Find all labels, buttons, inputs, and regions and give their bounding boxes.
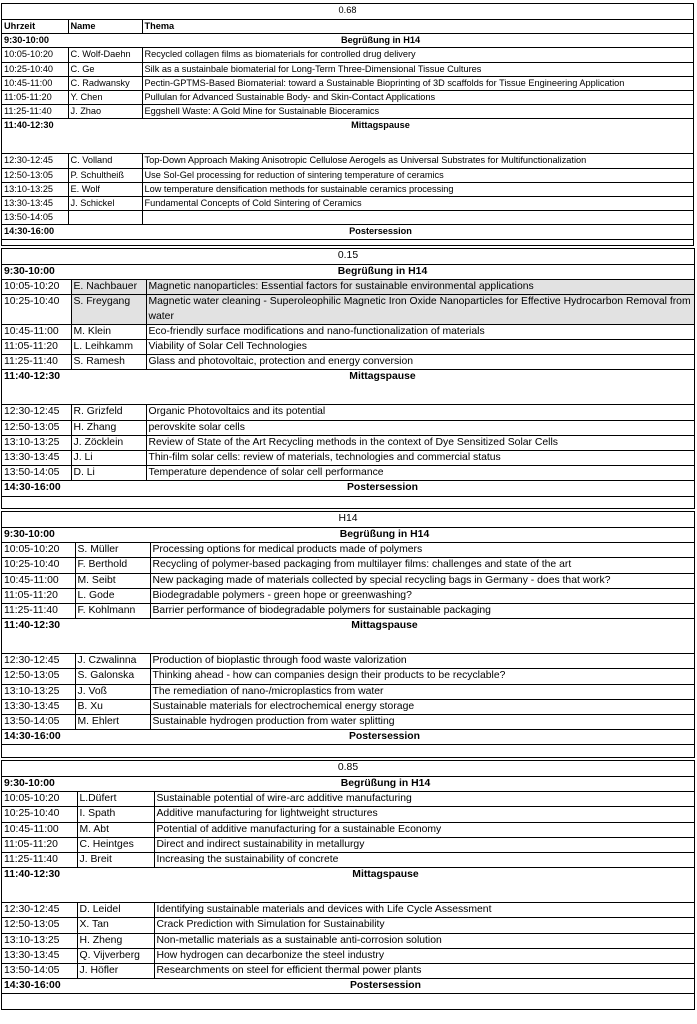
opening-label: Begrüßung in H14 <box>68 34 693 48</box>
lunch-time: 11:40-12:30 <box>2 119 68 154</box>
talk-row <box>2 715 694 730</box>
talk-topic: Top-Down Approach Making Anisotropic Cellulose Aerogels as Universal Substrates for Multifunctionalization <box>142 154 693 168</box>
talk-row <box>2 654 694 669</box>
poster-time: 14:30-16:00 <box>2 225 68 239</box>
talk-speaker: C. Volland <box>68 154 142 168</box>
header-time: Uhrzeit <box>2 20 68 34</box>
session-block-room-068 <box>1 3 694 246</box>
talk-row <box>2 211 693 225</box>
talk-row <box>2 355 694 370</box>
talk-topic: Recycled collagen films as biomaterials for controlled drug delivery <box>142 48 693 62</box>
talk-time: 12:30-12:45 <box>2 154 68 168</box>
talk-topic: Eco-friendly surface modifications and nano-functionalization of materials <box>146 324 694 339</box>
talk-time: 10:25-10:40 <box>2 62 68 76</box>
talk-topic: Magnetic nanoparticles: Essential factors for sustainable environmental applications <box>146 280 694 295</box>
talk-speaker: E. Nachbauer <box>71 280 146 295</box>
talk-time: 13:50-14:05 <box>2 211 68 225</box>
talk-topic: Fundamental Concepts of Cold Sintering of Ceramics <box>142 197 693 211</box>
schedule-table <box>2 249 694 497</box>
talk-topic: The remediation of nano-/microplastics from water <box>150 684 694 699</box>
talk-time: 10:25-10:40 <box>2 807 77 822</box>
talk-speaker: D. Li <box>71 466 146 481</box>
talk-topic: Use Sol-Gel processing for reduction of sintering temperature of ceramics <box>142 168 693 182</box>
talk-time: 12:50-13:05 <box>2 918 77 933</box>
talk-speaker: L. Gode <box>75 588 150 603</box>
lunch-time: 11:40-12:30 <box>2 868 77 903</box>
poster-label: Postersession <box>77 979 694 994</box>
talk-time: 13:30-13:45 <box>2 451 71 466</box>
poster-time: 14:30-16:00 <box>2 730 75 745</box>
talk-topic: Direct and indirect sustainability in metallurgy <box>154 837 694 852</box>
talk-row <box>2 154 693 168</box>
talk-speaker: M. Ehlert <box>75 715 150 730</box>
lunch-label: Mittagspause <box>75 619 694 654</box>
talk-speaker: I. Spath <box>77 807 154 822</box>
talk-topic: Sustainable materials for electrochemical energy storage <box>150 699 694 714</box>
talk-time: 10:05-10:20 <box>2 792 77 807</box>
talk-time: 10:45-11:00 <box>2 822 77 837</box>
talk-topic: Low temperature densification methods for sustainable ceramics processing <box>142 182 693 196</box>
talk-topic: Magnetic water cleaning - Superoleophilic Magnetic Iron Oxide Nanoparticles for Effective Hydrocarbon Removal from water <box>146 295 694 324</box>
talk-speaker: Y. Chen <box>68 91 142 105</box>
talk-speaker: J. Czwalinna <box>75 654 150 669</box>
talk-time: 13:10-13:25 <box>2 182 68 196</box>
opening-label: Begrüßung in H14 <box>75 528 694 543</box>
talk-topic: Thinking ahead - how can companies design their products to be recyclable? <box>150 669 694 684</box>
talk-time: 10:45-11:00 <box>2 324 71 339</box>
talk-speaker: M. Abt <box>77 822 154 837</box>
talk-time: 10:05-10:20 <box>2 48 68 62</box>
talk-topic: Potential of additive manufacturing for a sustainable Economy <box>154 822 694 837</box>
talk-time: 13:30-13:45 <box>2 948 77 963</box>
talk-row <box>2 964 694 979</box>
talk-topic: Organic Photovoltaics and its potential <box>146 405 694 420</box>
talk-time: 13:10-13:25 <box>2 435 71 450</box>
talk-speaker: S. Freygang <box>71 295 146 324</box>
talk-topic: How hydrogen can decarbonize the steel industry <box>154 948 694 963</box>
talk-speaker: S. Ramesh <box>71 355 146 370</box>
room-label: 0.15 <box>2 249 694 265</box>
talk-row <box>2 280 694 295</box>
talk-speaker: H. Zheng <box>77 933 154 948</box>
poster-label: Postersession <box>71 481 694 496</box>
talk-topic: Barrier performance of biodegradable polymers for sustainable packaging <box>150 604 694 619</box>
talk-time: 10:05-10:20 <box>2 543 75 558</box>
header-topic: Thema <box>142 20 693 34</box>
talk-topic: Viability of Solar Cell Technologies <box>146 340 694 355</box>
talk-row <box>2 543 694 558</box>
lunch-label: Mittagspause <box>77 868 694 903</box>
talk-speaker: H. Zhang <box>71 420 146 435</box>
talk-topic: Eggshell Waste: A Gold Mine for Sustainable Bioceramics <box>142 105 693 119</box>
talk-time: 10:05-10:20 <box>2 280 71 295</box>
talk-row <box>2 558 694 573</box>
opening-time: 9:30-10:00 <box>2 777 77 792</box>
talk-time: 12:30-12:45 <box>2 405 71 420</box>
talk-topic: Sustainable hydrogen production from water splitting <box>150 715 694 730</box>
talk-row <box>2 853 694 868</box>
talk-topic: Sustainable potential of wire-arc additive manufacturing <box>154 792 694 807</box>
talk-row <box>2 62 693 76</box>
talk-time: 13:50-14:05 <box>2 466 71 481</box>
talk-speaker: L. Leihkamm <box>71 340 146 355</box>
talk-topic: Recycling of polymer-based packaging from multilayer films: challenges and state of the art <box>150 558 694 573</box>
room-label: 0.85 <box>2 761 694 777</box>
talk-time: 10:45-11:00 <box>2 573 75 588</box>
talk-speaker: J. Schickel <box>68 197 142 211</box>
talk-row <box>2 168 693 182</box>
talk-row <box>2 405 694 420</box>
talk-speaker: S. Galonska <box>75 669 150 684</box>
talk-speaker: C. Heintges <box>77 837 154 852</box>
opening-time: 9:30-10:00 <box>2 265 71 280</box>
talk-topic: Increasing the sustainability of concrete <box>154 853 694 868</box>
opening-label: Begrüßung in H14 <box>71 265 694 280</box>
poster-label: Postersession <box>75 730 694 745</box>
poster-time: 14:30-16:00 <box>2 979 77 994</box>
talk-topic: Production of bioplastic through food waste valorization <box>150 654 694 669</box>
talk-row <box>2 918 694 933</box>
talk-speaker: J. Voß <box>75 684 150 699</box>
talk-time: 11:05-11:20 <box>2 588 75 603</box>
talk-speaker: R. Grizfeld <box>71 405 146 420</box>
talk-row <box>2 295 694 324</box>
talk-speaker: X. Tan <box>77 918 154 933</box>
talk-speaker <box>68 211 142 225</box>
talk-row <box>2 903 694 918</box>
opening-time: 9:30-10:00 <box>2 34 68 48</box>
talk-topic: Glass and photovoltaic, protection and energy conversion <box>146 355 694 370</box>
talk-topic: Thin-film solar cells: review of materials, technologies and commercial status <box>146 451 694 466</box>
talk-row <box>2 324 694 339</box>
talk-speaker: F. Kohlmann <box>75 604 150 619</box>
talk-speaker: B. Xu <box>75 699 150 714</box>
talk-time: 13:30-13:45 <box>2 699 75 714</box>
talk-time: 11:25-11:40 <box>2 105 68 119</box>
talk-topic: Researchments on steel for efficient thermal power plants <box>154 964 694 979</box>
talk-row <box>2 197 693 211</box>
talk-row <box>2 822 694 837</box>
talk-row <box>2 792 694 807</box>
talk-row <box>2 105 693 119</box>
talk-row <box>2 182 693 196</box>
talk-speaker: J. Li <box>71 451 146 466</box>
talk-topic: Pullulan for Advanced Sustainable Body- and Skin-Contact Applications <box>142 91 693 105</box>
talk-row <box>2 451 694 466</box>
talk-topic: Pectin-GPTMS-Based Biomaterial: toward a Sustainable Bioprinting of 3D scaffolds for Tissue Engineering Application <box>142 76 693 90</box>
talk-speaker: M. Klein <box>71 324 146 339</box>
poster-time: 14:30-16:00 <box>2 481 71 496</box>
talk-time: 11:25-11:40 <box>2 853 77 868</box>
talk-time: 11:05-11:20 <box>2 340 71 355</box>
talk-row <box>2 684 694 699</box>
talk-row <box>2 340 694 355</box>
lunch-label: Mittagspause <box>68 119 693 154</box>
header-name: Name <box>68 20 142 34</box>
talk-time: 13:50-14:05 <box>2 715 75 730</box>
talk-topic: Additive manufacturing for lightweight structures <box>154 807 694 822</box>
talk-speaker: M. Seibt <box>75 573 150 588</box>
talk-speaker: C. Ge <box>68 62 142 76</box>
lunch-label: Mittagspause <box>71 370 694 405</box>
talk-topic: Crack Prediction with Simulation for Sustainability <box>154 918 694 933</box>
talk-topic: Non-metallic materials as a sustainable anti-corrosion solution <box>154 933 694 948</box>
opening-label: Begrüßung in H14 <box>77 777 694 792</box>
talk-row <box>2 948 694 963</box>
talk-row <box>2 604 694 619</box>
talk-speaker: D. Leidel <box>77 903 154 918</box>
talk-time: 13:50-14:05 <box>2 964 77 979</box>
session-block-room-015 <box>1 248 695 509</box>
poster-label: Postersession <box>68 225 693 239</box>
talk-row <box>2 807 694 822</box>
lunch-time: 11:40-12:30 <box>2 370 71 405</box>
talk-time: 11:25-11:40 <box>2 355 71 370</box>
talk-speaker: J. Zöcklein <box>71 435 146 450</box>
room-label: 0.68 <box>2 4 693 20</box>
talk-speaker: E. Wolf <box>68 182 142 196</box>
session-block-room-h14 <box>1 511 695 758</box>
session-block-room-085 <box>1 760 695 1010</box>
lunch-time: 11:40-12:30 <box>2 619 75 654</box>
talk-time: 12:50-13:05 <box>2 669 75 684</box>
talk-time: 12:30-12:45 <box>2 903 77 918</box>
talk-row <box>2 91 693 105</box>
talk-topic: Processing options for medical products made of polymers <box>150 543 694 558</box>
room-label: H14 <box>2 512 694 528</box>
talk-topic <box>142 211 693 225</box>
talk-time: 12:50-13:05 <box>2 420 71 435</box>
talk-topic: Biodegradable polymers - green hope or greenwashing? <box>150 588 694 603</box>
talk-time: 12:50-13:05 <box>2 168 68 182</box>
talk-row <box>2 669 694 684</box>
talk-speaker: P. Schultheiß <box>68 168 142 182</box>
talk-row <box>2 933 694 948</box>
talk-row <box>2 76 693 90</box>
talk-speaker: F. Berthold <box>75 558 150 573</box>
talk-speaker: J. Höfler <box>77 964 154 979</box>
schedule-table <box>2 4 693 240</box>
schedule-table <box>2 761 694 994</box>
talk-speaker: J. Breit <box>77 853 154 868</box>
talk-time: 13:10-13:25 <box>2 684 75 699</box>
talk-row <box>2 466 694 481</box>
talk-time: 13:10-13:25 <box>2 933 77 948</box>
talk-time: 10:25-10:40 <box>2 295 71 324</box>
talk-time: 13:30-13:45 <box>2 197 68 211</box>
talk-time: 10:45-11:00 <box>2 76 68 90</box>
talk-time: 11:05-11:20 <box>2 837 77 852</box>
talk-time: 10:25-10:40 <box>2 558 75 573</box>
talk-speaker: S. Müller <box>75 543 150 558</box>
talk-time: 12:30-12:45 <box>2 654 75 669</box>
talk-topic: Temperature dependence of solar cell performance <box>146 466 694 481</box>
talk-speaker: Q. Vijverberg <box>77 948 154 963</box>
schedule-table <box>2 512 694 745</box>
talk-topic: Silk as a sustainbale biomaterial for Long-Term Three-Dimensional Tissue Cultures <box>142 62 693 76</box>
talk-row <box>2 588 694 603</box>
talk-time: 11:25-11:40 <box>2 604 75 619</box>
talk-row <box>2 435 694 450</box>
talk-speaker: C. Wolf-Daehn <box>68 48 142 62</box>
talk-speaker: J. Zhao <box>68 105 142 119</box>
opening-time: 9:30-10:00 <box>2 528 75 543</box>
talk-topic: Identifying sustainable materials and devices with Life Cycle Assessment <box>154 903 694 918</box>
talk-row <box>2 699 694 714</box>
talk-topic: perovskite solar cells <box>146 420 694 435</box>
talk-speaker: C. Radwansky <box>68 76 142 90</box>
talk-row <box>2 48 693 62</box>
talk-row <box>2 573 694 588</box>
talk-row <box>2 837 694 852</box>
talk-topic: Review of State of the Art Recycling methods in the context of Dye Sensitized Solar Cells <box>146 435 694 450</box>
talk-speaker: L.Düfert <box>77 792 154 807</box>
talk-time: 11:05-11:20 <box>2 91 68 105</box>
talk-row <box>2 420 694 435</box>
talk-topic: New packaging made of materials collected by special recycling bags in Germany - does that work? <box>150 573 694 588</box>
